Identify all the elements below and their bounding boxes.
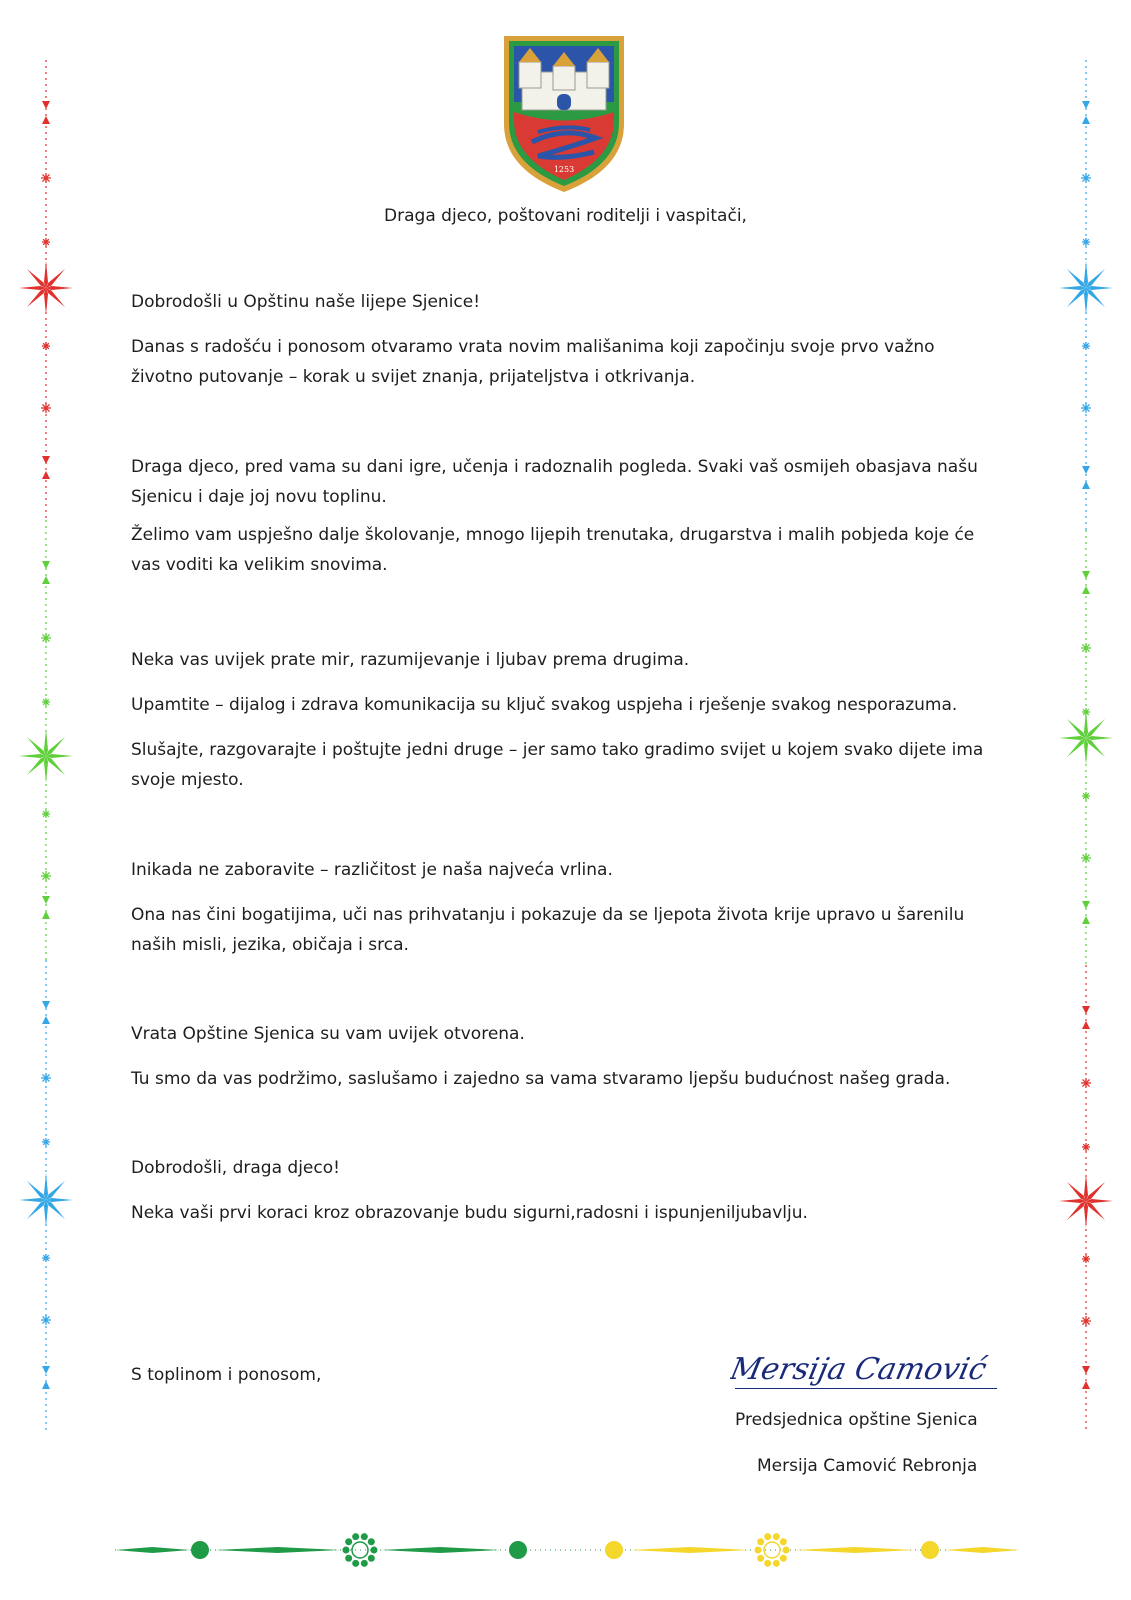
small-snowflake-icon — [1082, 1255, 1090, 1263]
small-snowflake-icon — [41, 871, 51, 881]
triangle-ornament — [42, 1366, 50, 1374]
snowflake-star-icon — [19, 1173, 73, 1227]
small-snowflake-icon — [42, 238, 50, 246]
triangle-ornament — [1082, 1381, 1090, 1389]
triangle-ornament — [42, 1016, 50, 1024]
triangle-ornament — [42, 101, 50, 109]
small-snowflake-icon — [42, 698, 50, 706]
garland-bar — [115, 1547, 190, 1553]
svg-text:Mersija Camović: Mersija Camović — [730, 1352, 990, 1387]
triangle-ornament — [1082, 1021, 1090, 1029]
triangle-ornament — [42, 561, 50, 569]
paragraph-welcome-children: Dobrodošli, draga djeco! — [131, 1158, 340, 1178]
snowflake-star-icon — [1059, 711, 1113, 765]
triangle-ornament — [1082, 1006, 1090, 1014]
triangle-ornament — [42, 1001, 50, 1009]
small-snowflake-icon — [41, 173, 51, 183]
paragraph-doors-open: Vrata Opštine Sjenica su vam uvijek otvorena. — [131, 1024, 525, 1044]
small-snowflake-icon — [1081, 1078, 1091, 1088]
garland-bar — [795, 1547, 915, 1553]
paragraph-dialogue: Upamtite – dijalog i zdrava komunikacija su ključ svakog uspjeha i rješenje svakog nesporazuma. — [131, 695, 958, 715]
small-snowflake-icon — [42, 810, 50, 818]
triangle-ornament — [1082, 481, 1090, 489]
small-snowflake-icon — [1081, 173, 1091, 183]
triangle-ornament — [1082, 586, 1090, 594]
salutation: Draga djeco, poštovani roditelji i vaspitači, — [384, 206, 747, 226]
snowflake-star-icon — [19, 729, 73, 783]
triangle-ornament — [1082, 101, 1090, 109]
small-snowflake-icon — [41, 403, 51, 413]
triangle-ornament — [1082, 466, 1090, 474]
small-snowflake-icon — [42, 1254, 50, 1262]
garland-bead — [605, 1541, 623, 1559]
small-snowflake-icon — [1081, 643, 1091, 653]
garland-bar — [630, 1547, 750, 1553]
small-snowflake-icon — [1082, 342, 1090, 350]
signer-name: Mersija Camović Rebronja — [757, 1456, 978, 1476]
triangle-ornament — [1082, 571, 1090, 579]
garland-bar — [945, 1547, 1020, 1553]
paragraph-peace: Neka vas uvijek prate mir, razumijevanje i ljubav prema drugima. — [131, 650, 690, 670]
paragraph-today: Danas s radošću i ponosom otvaramo vrata novim mališanima koji započinju svoje prvo važno životno putovanje – korak u svijet znanja, prijateljstva i otkrivanja. — [131, 337, 935, 387]
signer-title: Predsjednica opštine Sjenica — [735, 1410, 978, 1430]
garland-bead — [509, 1541, 527, 1559]
paragraph-wishes: Želimo vam uspješno dalje školovanje, mnogo lijepih trenutaka, drugarstva i malih pobjeda koje će vas voditi ka velikim snovima. — [131, 525, 975, 575]
small-snowflake-icon — [1081, 853, 1091, 863]
sjenica-coat-of-arms — [502, 34, 626, 194]
garland-bar — [215, 1547, 340, 1553]
triangle-ornament — [42, 1381, 50, 1389]
triangle-ornament — [42, 456, 50, 464]
triangle-ornament — [42, 911, 50, 919]
small-snowflake-icon — [1082, 1143, 1090, 1151]
paragraph-dear-children: Draga djeco, pred vama su dani igre, učenja i radoznalih pogleda. Svaki vaš osmijeh obasjava našu Sjenicu i daje joj novu toplinu. — [131, 457, 978, 507]
paragraph-richness: Ona nas čini bogatijima, uči nas prihvatanju i pokazuje da se ljepota života krije upravo u šarenilu naših misli, jezika, običaja i srca. — [131, 905, 965, 955]
garland-bead — [921, 1541, 939, 1559]
garland-bead — [191, 1541, 209, 1559]
paragraph-diversity: Inikada ne zaboravite – različitost je naša najveća vrlina. — [131, 860, 613, 880]
snowflake-star-icon — [19, 261, 73, 315]
small-snowflake-icon — [41, 1073, 51, 1083]
triangle-ornament — [1082, 116, 1090, 124]
garland-bar — [380, 1547, 500, 1553]
paragraph-welcome: Dobrodošli u Opštinu naše lijepe Sjenice! — [131, 292, 481, 312]
wreath-ornament-icon — [755, 1533, 790, 1567]
triangle-ornament — [42, 576, 50, 584]
paragraph-support: Tu smo da vas podržimo, saslušamo i zajedno sa vama stvaramo ljepšu budućnost našeg grada. — [131, 1069, 951, 1089]
small-snowflake-icon — [1082, 792, 1090, 800]
triangle-ornament — [1082, 1366, 1090, 1374]
snowflake-star-icon — [1059, 1174, 1113, 1228]
small-snowflake-icon — [1081, 403, 1091, 413]
small-snowflake-icon — [1081, 1316, 1091, 1326]
closing-phrase: S toplinom i ponosom, — [131, 1365, 322, 1385]
small-snowflake-icon — [42, 1138, 50, 1146]
small-snowflake-icon — [41, 633, 51, 643]
signature-line — [735, 1388, 997, 1389]
paragraph-listen: Slušajte, razgovarajte i poštujte jedni druge – jer samo tako gradimo svijet u kojem svako dijete ima svoje mjesto. — [131, 740, 984, 790]
triangle-ornament — [42, 116, 50, 124]
small-snowflake-icon — [41, 1315, 51, 1325]
triangle-ornament — [1082, 901, 1090, 909]
snowflake-star-icon — [1059, 261, 1113, 315]
small-snowflake-icon — [42, 342, 50, 350]
svg-text:1253: 1253 — [553, 165, 575, 174]
triangle-ornament — [1082, 916, 1090, 924]
triangle-ornament — [42, 471, 50, 479]
triangle-ornament — [42, 896, 50, 904]
paragraph-first-steps: Neka vaši prvi koraci kroz obrazovanje budu sigurni,radosni i ispunjeniljubavlju. — [131, 1203, 808, 1223]
small-snowflake-icon — [1082, 238, 1090, 246]
